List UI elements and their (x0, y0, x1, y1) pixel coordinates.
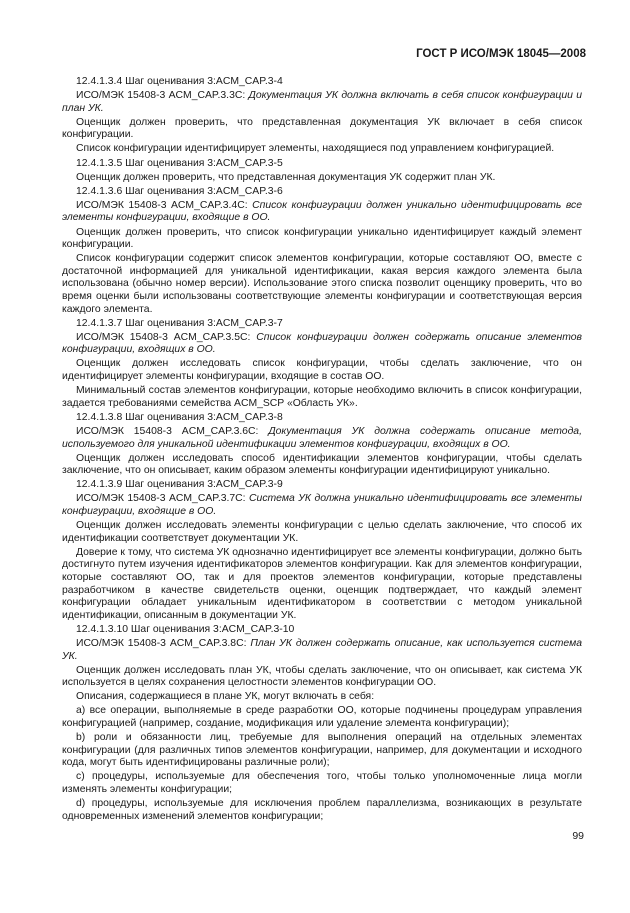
paragraph (62, 732, 582, 770)
requirement-text: Документация УК должна включать в себя список конфигурации и план УК. (62, 90, 582, 114)
requirement-text: Документация УК должна содержать описание метода, используемого для уникальной идентификации элементов конфигурации, входящих в ОО. (62, 425, 582, 450)
paragraph (62, 453, 582, 478)
paragraph-text: ИСО/МЭК 15408-3 ACM_CAP.3.3C: (76, 90, 249, 102)
paragraph-text: Оценщик должен проверить, что представленная документация УК включает в себя список конфигурации. (62, 116, 582, 141)
paragraph (62, 227, 582, 252)
paragraph (62, 798, 582, 823)
paragraph-text: ИСО/МЭК 15408-3 ACM_CAP.3.6C: (76, 425, 269, 437)
paragraph (62, 426, 582, 451)
paragraph-text: Оценщик должен исследовать список конфигурации, чтобы сделать заключение, что он идентифицирует элементы конфигурации, входящие в состав ОО. (62, 358, 582, 383)
paragraph-text: Список конфигурации содержит список элементов конфигурации, которые составляют ОО, вместе с достаточной информацией для уникальной идентификации, какая версия каждого элемента была использована (обычно номер версии). Использование этого списка позволит оценщику проверить, что во время оценки были использованы соответствующие элементы конфигурации и соответствующая версия каждого элемента. (62, 253, 582, 315)
document-header: ГОСТ Р ИСО/МЭК 18045—2008 (416, 48, 586, 60)
paragraph-text: 12.4.1.3.6 Шаг оценивания 3:ACM_CAP.3-6 (76, 185, 283, 197)
paragraph-text: 12.4.1.3.4 Шаг оценивания 3:ACM_CAP.3-4 (76, 76, 283, 87)
paragraph-text: Оценщик должен исследовать элементы конфигурации с целью сделать заключение, что способ их идентификации соответствует документации УК. (62, 520, 582, 544)
paragraph-text: 12.4.1.3.9 Шаг оценивания 3:ACM_CAP.3-9 (76, 479, 283, 491)
paragraph (62, 624, 582, 637)
paragraph-text: Минимальный состав элементов конфигурации, которые необходимо включить в список конфигурации, задается требованиями семейства ACM_SCP «Область УК». (62, 385, 582, 409)
paragraph (62, 200, 582, 225)
paragraph-text: ИСО/МЭК 15408-3 ACM_CAP.3.4C: (76, 199, 253, 211)
paragraph (62, 90, 582, 115)
paragraph (62, 358, 582, 383)
paragraph-text: 12.4.1.3.5 Шаг оценивания 3:ACM_CAP.3-5 (76, 157, 283, 169)
paragraph-text: Оценщик должен проверить, что представленная документация УК содержит план УК. (76, 171, 496, 183)
paragraph-text: ИСО/МЭК 15408-3 ACM_CAP.3.5C: (76, 331, 257, 343)
paragraph (62, 705, 582, 730)
requirement-text: План УК должен содержать описание, как используется система УК. (62, 637, 582, 662)
paragraph (62, 385, 582, 410)
requirement-text: Список конфигурации должен уникально идентифицировать все элементы конфигурации, входящие в ОО. (62, 199, 582, 224)
paragraph (62, 318, 582, 331)
paragraph (62, 172, 582, 185)
paragraph-text: Оценщик должен исследовать план УК, чтобы сделать заключение, что он описывает, как система УК используется в целях сохранения целостности элементов конфигурации ОО. (62, 664, 582, 689)
paragraph (62, 186, 582, 199)
paragraph (62, 332, 582, 357)
paragraph (62, 665, 582, 690)
paragraph-text: Список конфигурации идентифицирует элементы, находящиеся под управлением конфигурацией. (76, 143, 555, 155)
page-number: 99 (572, 830, 584, 842)
paragraph-text: 12.4.1.3.10 Шаг оценивания 3:ACM_CAP.3-10 (76, 623, 295, 635)
paragraph-text: Оценщик должен исследовать способ идентификации элементов конфигурации, чтобы сделать заключение, что он описывает, каким образом элементы конфигурации идентифицируют уникально. (62, 452, 582, 477)
document-body (62, 76, 582, 823)
requirement-text: Список конфигурации должен содержать описание элементов конфигурации, входящих в ОО. (62, 331, 582, 356)
paragraph-text: b) роли и обязанности лиц, требуемые для выполнения операций на отдельных элементах конфигурации (для различных типов элементов конфигурации, например, для документации и исходного кода, могут быть идентифицированы различные роли); (62, 732, 582, 769)
paragraph (62, 143, 582, 156)
paragraph (62, 771, 582, 796)
paragraph (62, 547, 582, 623)
paragraph-text: 12.4.1.3.8 Шаг оценивания 3:ACM_CAP.3-8 (76, 411, 283, 423)
paragraph-text: c) процедуры, используемые для обеспечения того, чтобы только уполномоченные лица могли изменять элементы конфигурации; (62, 771, 582, 795)
requirement-text: Система УК должна уникально идентифицировать все элементы конфигурации, входящие в ОО. (62, 493, 582, 517)
paragraph (62, 412, 582, 425)
paragraph (62, 158, 582, 171)
paragraph-text: 12.4.1.3.7 Шаг оценивания 3:ACM_CAP.3-7 (76, 317, 283, 329)
paragraph-text: d) процедуры, используемые для исключения проблем параллелизма, возникающих в результате одновременных изменений элементов конфигурации; (62, 798, 582, 822)
paragraph (62, 117, 582, 142)
paragraph (62, 479, 582, 492)
paragraph-text: Описания, содержащиеся в плане УК, могут включать в себя: (76, 691, 375, 703)
paragraph (62, 638, 582, 663)
paragraph (62, 493, 582, 518)
paragraph-text: Оценщик должен проверить, что список конфигурации уникально идентифицирует каждый элемент конфигурации. (62, 226, 582, 251)
paragraph (62, 76, 582, 89)
paragraph-text: ИСО/МЭК 15408-3 ACM_CAP.3.8C: (76, 637, 251, 649)
paragraph-text: ИСО/МЭК 15408-3 ACM_CAP.3.7C: (76, 493, 250, 505)
paragraph (62, 520, 582, 545)
paragraph (62, 253, 582, 316)
paragraph-text: a) все операции, выполняемые в среде разработки ОО, которые подчинены процедурам управления конфигурацией (например, создание, модификация или удаление элемента конфигурации); (62, 705, 582, 729)
paragraph (62, 691, 582, 704)
paragraph-text: Доверие к тому, что система УК однозначно идентифицирует все элементы конфигурации, должно быть достигнуто путем изучения идентификаторов элементов конфигурации. Как для элементов конфигурации, которые составляют ОО, так и для проектов элементов конфигурации, которые представлены разработчиком в качестве свидетельств оценки, оценщик подтверждает, что каждый элемент конфигурации обладает уникальным идентификатором в соответствии с методом уникальной идентификации, описанным в документации УК. (62, 546, 582, 621)
